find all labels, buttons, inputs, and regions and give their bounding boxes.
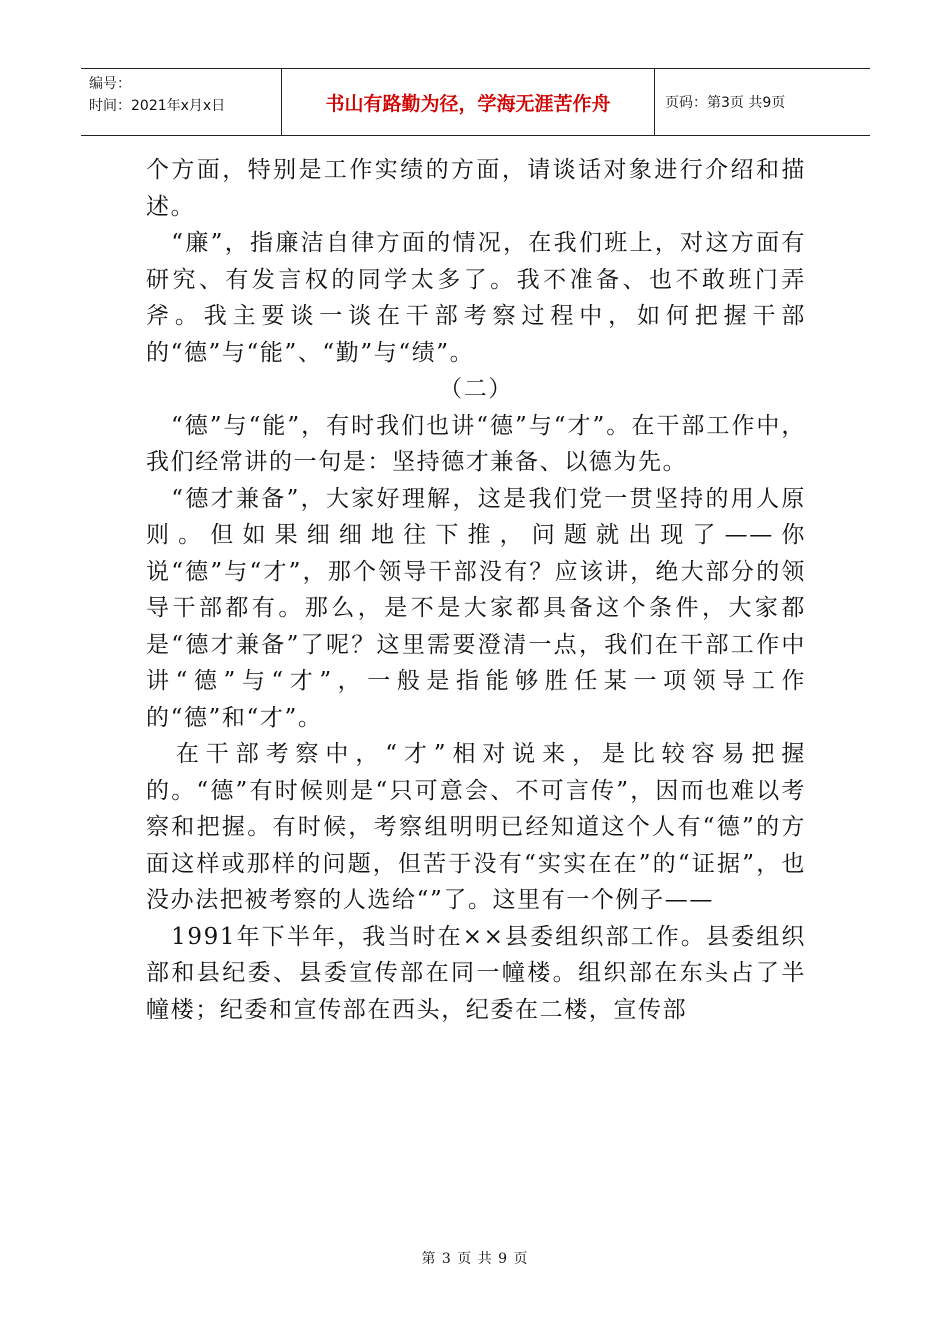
header-motto: 书山有路勤为径，学海无涯苦作舟 — [282, 69, 655, 135]
document-time-label: 时间：2021年x月x日 — [89, 98, 226, 114]
document-body — [146, 152, 806, 1028]
header-page-number: 页码：第3页 共9页 — [665, 95, 786, 111]
paragraph-3: “德”与“能”，有时我们也讲“德”与“才”。在干部工作中，我们经常讲的一句是：坚持德才兼备、以德为先。 — [146, 412, 806, 475]
document-number-label: 编号： — [89, 76, 131, 92]
paragraph-6: 1991年下半年，我当时在××县委组织部工作。县委组织部和县纪委、县委宣传部在同一幢楼。组织部在东头占了半幢楼；纪委和宣传部在西头，纪委在二楼，宣传部 — [146, 923, 806, 1023]
paragraph-2: “廉”，指廉洁自律方面的情况，在我们班上，对这方面有研究、有发言权的同学太多了。我不准备、也不敢班门弄斧。我主要谈一谈在干部考察过程中，如何把握干部的“德”与“能”、“勤”与“绩”。 — [146, 230, 806, 366]
page-header — [81, 68, 870, 136]
paragraph-1: 个方面，特别是工作实绩的方面，请谈话对象进行介绍和描述。 — [146, 157, 806, 220]
paragraph-4: “德才兼备”，大家好理解，这是我们党一贯坚持的用人原则。但如果细细地往下推，问题就出现了——你说“德”与“才”，那个领导干部没有？应该讲，绝大部分的领导干部都有。那么，是不是大家都具备这个条件，大家都是“德才兼备”了呢？这里需要澄清一点，我们在干部工作中讲“德”与“才”，一般是指能够胜任某一项领导工作的“德”和“才”。 — [146, 485, 806, 731]
page-footer: 第 3 页 共 9 页 — [421, 1251, 529, 1267]
section-heading: （二） — [439, 376, 513, 402]
header-meta — [81, 69, 282, 135]
paragraph-5: 在干部考察中，“才”相对说来，是比较容易把握的。“德”有时候则是“只可意会、不可言传”，因而也难以考察和把握。有时候，考察组明明已经知道这个人有“德”的方面这样或那样的问题，但苦于没有“实实在在”的“证据”，也没办法把被考察的人选给“”了。这里有一个例子—— — [146, 741, 806, 913]
